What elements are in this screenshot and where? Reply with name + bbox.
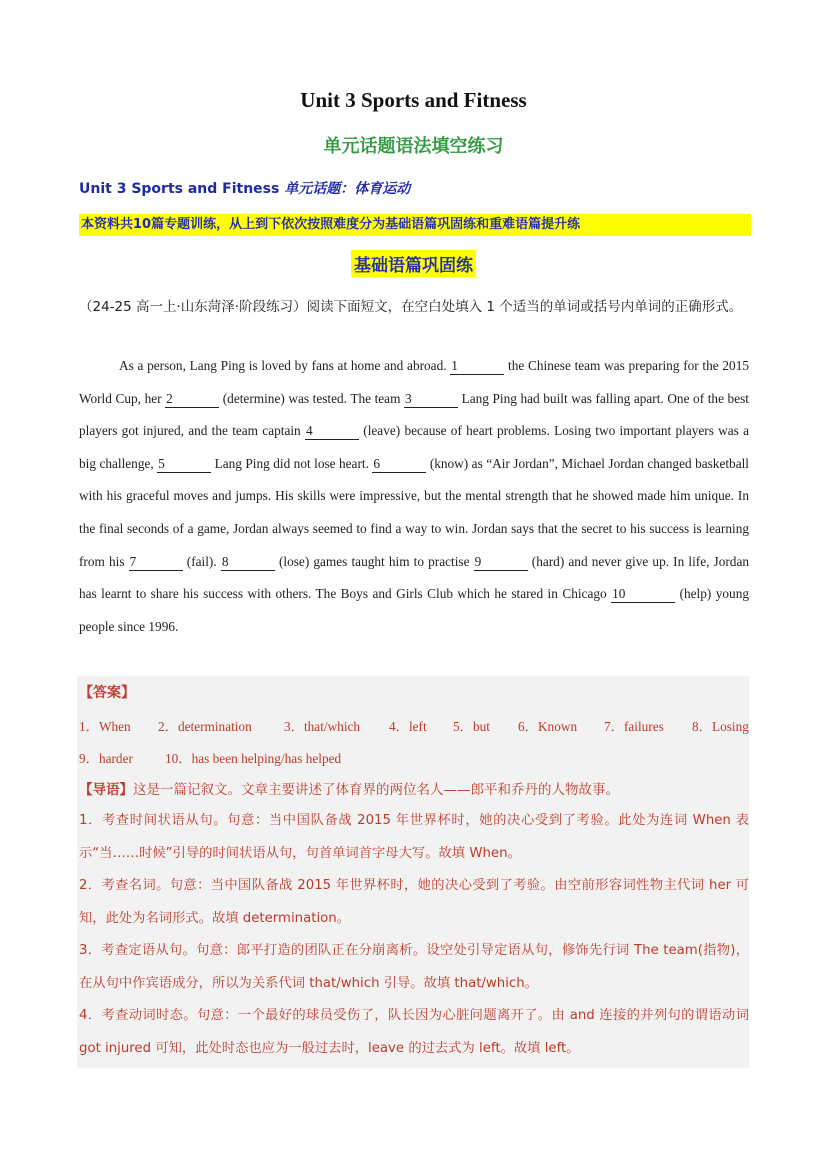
passage-text: (determine) was tested. The team bbox=[222, 390, 401, 406]
reading-passage bbox=[79, 350, 749, 643]
passage-text: (leave) because of heart problems. Losing two important players was a big challenge, bbox=[79, 423, 750, 471]
section-heading-wrap bbox=[0, 250, 827, 277]
passage-text: (fail). bbox=[186, 553, 217, 569]
passage-text: (lose) games taught him to practise bbox=[278, 553, 470, 569]
blank-1: 1 bbox=[450, 358, 504, 375]
answer-item: 2．determination bbox=[158, 719, 252, 734]
answer-item: 8．Losing bbox=[692, 719, 749, 734]
answer-item: 1．When bbox=[79, 719, 131, 734]
answer-item: 3．that/which bbox=[284, 719, 361, 734]
topic-line bbox=[79, 178, 410, 198]
topic-cn: 单元话题：体育运动 bbox=[284, 181, 411, 197]
answer-item: 6．Known bbox=[518, 719, 578, 734]
passage-text: As a person, Lang Ping is loved by fans at home and abroad. bbox=[119, 358, 447, 373]
explanation-item: 3．考查定语从句。句意：郎平打造的团队正在分崩离析。设空处引导定语从句，修饰先行词 The team(指物)，在从句中作宾语成分，所以为关系代词 that/which 引导。故填 that/which。 bbox=[79, 943, 749, 991]
passage-text: (help) young people since 1996. bbox=[79, 586, 749, 634]
guide-line bbox=[79, 778, 749, 798]
answer-label: 【答案】 bbox=[79, 685, 135, 701]
blank-10: 10 bbox=[611, 586, 675, 603]
explanation-item: 4．考查动词时态。句意：一个最好的球员受伤了，队长因为心脏问题离开了。由 and 连接的并列句的谓语动词 got injured 可知，此处时态也应为一般过去时，leave 的过去式为 left。故填 left。 bbox=[79, 1008, 749, 1056]
notice-banner: 本资料共10篇专题训练，从上到下依次按照难度分为基础语篇巩固练和重难语篇提升练 bbox=[79, 214, 751, 236]
guide-label: 【导语】 bbox=[79, 782, 133, 798]
explanation-item: 2．考查名词。句意：当中国队备战 2015 年世界杯时，她的决心受到了考验。由空前形容词性物主代词 her 可知，此处为名词形式。故填 determination。 bbox=[79, 878, 749, 926]
blank-5: 5 bbox=[157, 456, 211, 473]
blank-9: 9 bbox=[474, 554, 528, 571]
blank-8: 8 bbox=[221, 554, 275, 571]
page-title: Unit 3 Sports and Fitness bbox=[300, 88, 527, 112]
blank-7: 7 bbox=[129, 554, 183, 571]
exercise-instruction: （24-25 高一上·山东菏泽·阶段练习）阅读下面短文，在空白处填入 1 个适当的单词或括号内单词的正确形式。 bbox=[79, 299, 743, 315]
passage-text: the Chinese team was preparing for the 2015 World Cup, her bbox=[79, 358, 750, 406]
passage-text: Lang Ping had built was falling apart. One of the best players got injured, and the team captain bbox=[79, 390, 749, 439]
topic-en: Unit 3 Sports and Fitness bbox=[79, 181, 280, 197]
passage-text: (hard) and never give up. In life, Jordan has learnt to share his success with others. The Boys and Girls Club which he stared in Chicago bbox=[79, 553, 750, 602]
answer-item: 4．left bbox=[389, 719, 427, 734]
guide-text: 这是一篇记叙文。文章主要讲述了体育界的两位名人——郎平和乔丹的人物故事。 bbox=[133, 782, 619, 798]
answer-item: 7．failures bbox=[604, 719, 664, 734]
blank-3: 3 bbox=[404, 391, 458, 408]
blank-6: 6 bbox=[372, 456, 426, 473]
answer-item: 10．has been helping/has helped bbox=[165, 751, 342, 766]
blank-2: 2 bbox=[165, 391, 219, 408]
page-subtitle: 单元话题语法填空练习 bbox=[323, 136, 504, 157]
blank-4: 4 bbox=[305, 423, 359, 440]
answer-item: 9．harder bbox=[79, 751, 133, 766]
section-heading: 基础语篇巩固练 bbox=[351, 250, 476, 277]
answer-item: 5．but bbox=[453, 719, 490, 734]
passage-text: (know) as “Air Jordan”, Michael Jordan changed basketball with his graceful moves and jumps. His skills were impressive, but the mental strength that he showed made him unique. In the final seconds of a game, Jordan always seemed to find a way to win. Jordan says that the secret to his success is learning from his bbox=[79, 455, 749, 569]
explanation-item: 1．考查时间状语从句。句意：当中国队备战 2015 年世界杯时，她的决心受到了考验。此处为连词 When 表示“当……时候”引导的时间状语从句，句首单词首字母大写。故填 When。 bbox=[79, 813, 749, 861]
passage-text: Lang Ping did not lose heart. bbox=[214, 455, 369, 471]
